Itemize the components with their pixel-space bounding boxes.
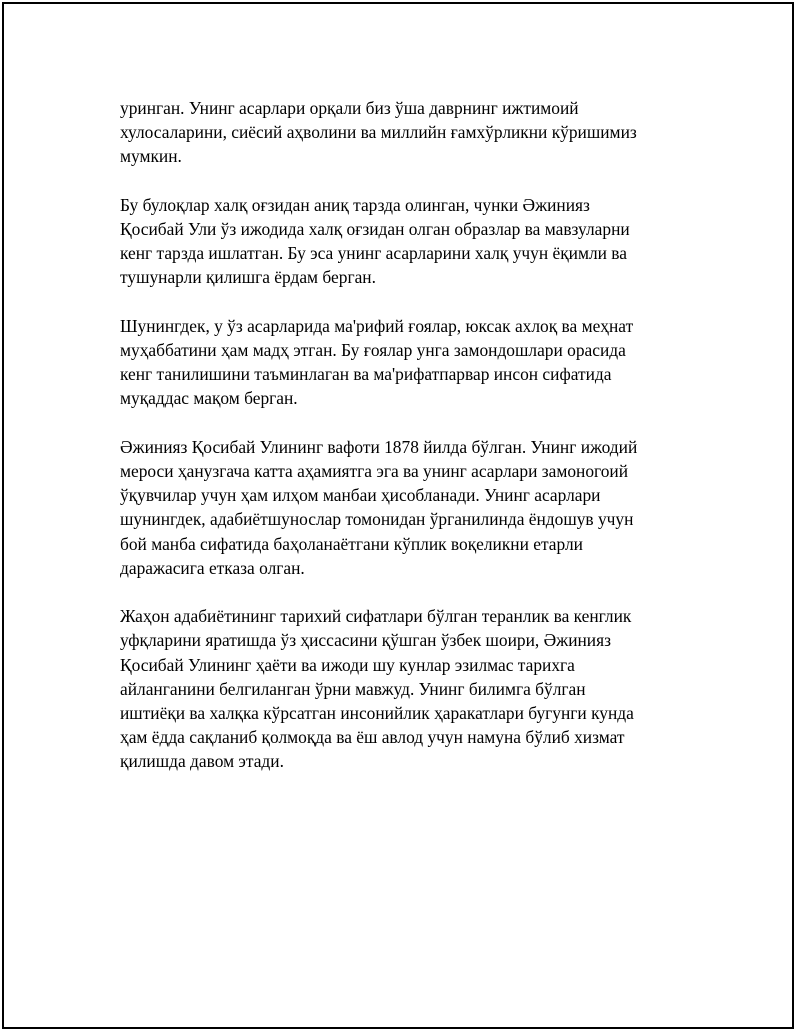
paragraph-4: Әжинияз Қосибай Улининг вафоти 1878 йилда бўлган. Унинг ижодий мероси ҳанузгача катта аҳамиятга эга ва унинг асарлари замоногоий ўқувчилар учун ҳам илҳом манбаи ҳисобланади. Унинг асарлари шунингдек, адабиётшунослар томонидан ўрганилинда ёндошув учун бой манба сифатида баҳоланаётгани кўплик воқеликни етарли даражасига етказа олган. <box>120 436 638 578</box>
document-body <box>120 96 680 798</box>
paragraph-1: уринган. Унинг асарлари орқали биз ўша даврнинг ижтимоий хулосаларини, сиёсий аҳволини ва миллийн ғамхўрликни кўришимиз мумкин. <box>120 98 637 167</box>
paragraph-3: Шунингдек, у ўз асарларида ма'рифий ғоялар, юксак ахлоқ ва меҳнат муҳаббатини ҳам мадҳ этган. Бу ғоялар унга замондошлари орасида кенг танилишини таъминлаган ва ма'рифатпарвар инсон сифатида муқаддас мақом берган. <box>120 315 634 409</box>
document-page <box>2 2 794 1029</box>
paragraph-2: Бу булоқлар халқ оғзидан аниқ тарзда олинган, чунки Әжинияз Қосибай Ули ўз ижодида халқ оғзидан олган образлар ва мавзуларни кенг тарзда ишлатган. Бу эса унинг асарларини халқ учун ёқимли ва тушунарли қилишга ёрдам берган. <box>120 194 630 288</box>
paragraph-5: Жаҳон адабиётининг тарихий сифатлари бўлган теранлик ва кенглик уфқларини яратишда ўз ҳиссасини қўшган ўзбек шоири, Әжинияз Қосибай Улининг ҳаёти ва ижоди шу кунлар эзилмас тарихга айланганини белгиланган ўрни мавжуд. Унинг билимга бўлган иштиёқи ва халқка кўрсатган инсонийлик ҳаракатлари бугунги кунда ҳам ёдда сақланиб қолмоқда ва ёш авлод учун намуна бўлиб хизмат қилишда давом этади. <box>120 606 634 772</box>
